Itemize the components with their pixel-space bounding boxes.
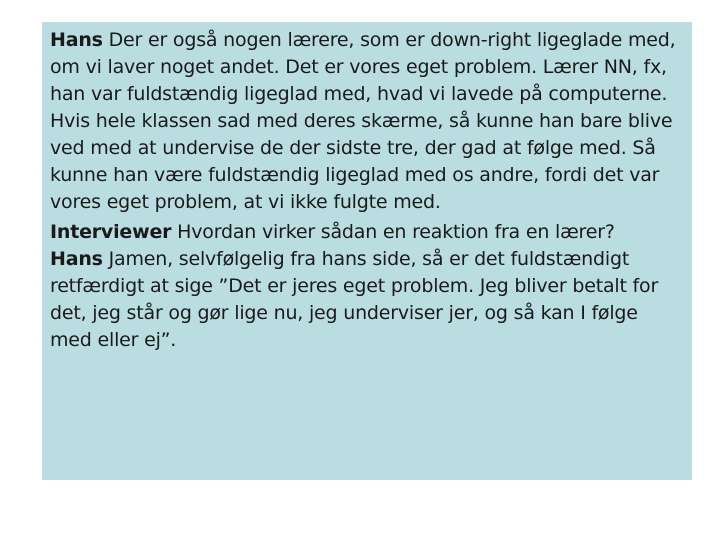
utterance-text: Jamen, selvfølgelig fra hans side, så er det fuldstændigt retfærdigt at sige ”Det er jeres eget problem. Jeg bliver betalt for det, jeg står og gør lige nu, jeg underviser jer, og så kan I følge med eller ej”.	[50, 248, 659, 351]
transcript-paragraph-3	[50, 246, 684, 354]
speaker-name: Hans	[50, 248, 103, 270]
speaker-name: Hans	[50, 29, 103, 51]
utterance-text: Der er også nogen lærere, som er down-right ligeglade med, om vi laver noget andet. Det er vores eget problem. Lærer NN, fx, han var fuldstændig ligeglad med, hvad vi lavede på computerne. Hvis hele klassen sad med deres skærme, så kunne han bare blive ved med at undervise de der sidste tre, der gad at følge med. Så kunne han være fuldstændig ligeglad med os andre, fordi det var vores eget problem, at vi ikke fulgte med.	[50, 29, 676, 213]
transcript-paragraph-2	[50, 219, 684, 246]
quote-panel	[42, 22, 692, 480]
utterance-text: Hvordan virker sådan en reaktion fra en lærer?	[177, 221, 615, 243]
speaker-name: Interviewer	[50, 221, 172, 243]
transcript-paragraph-1	[50, 27, 684, 216]
